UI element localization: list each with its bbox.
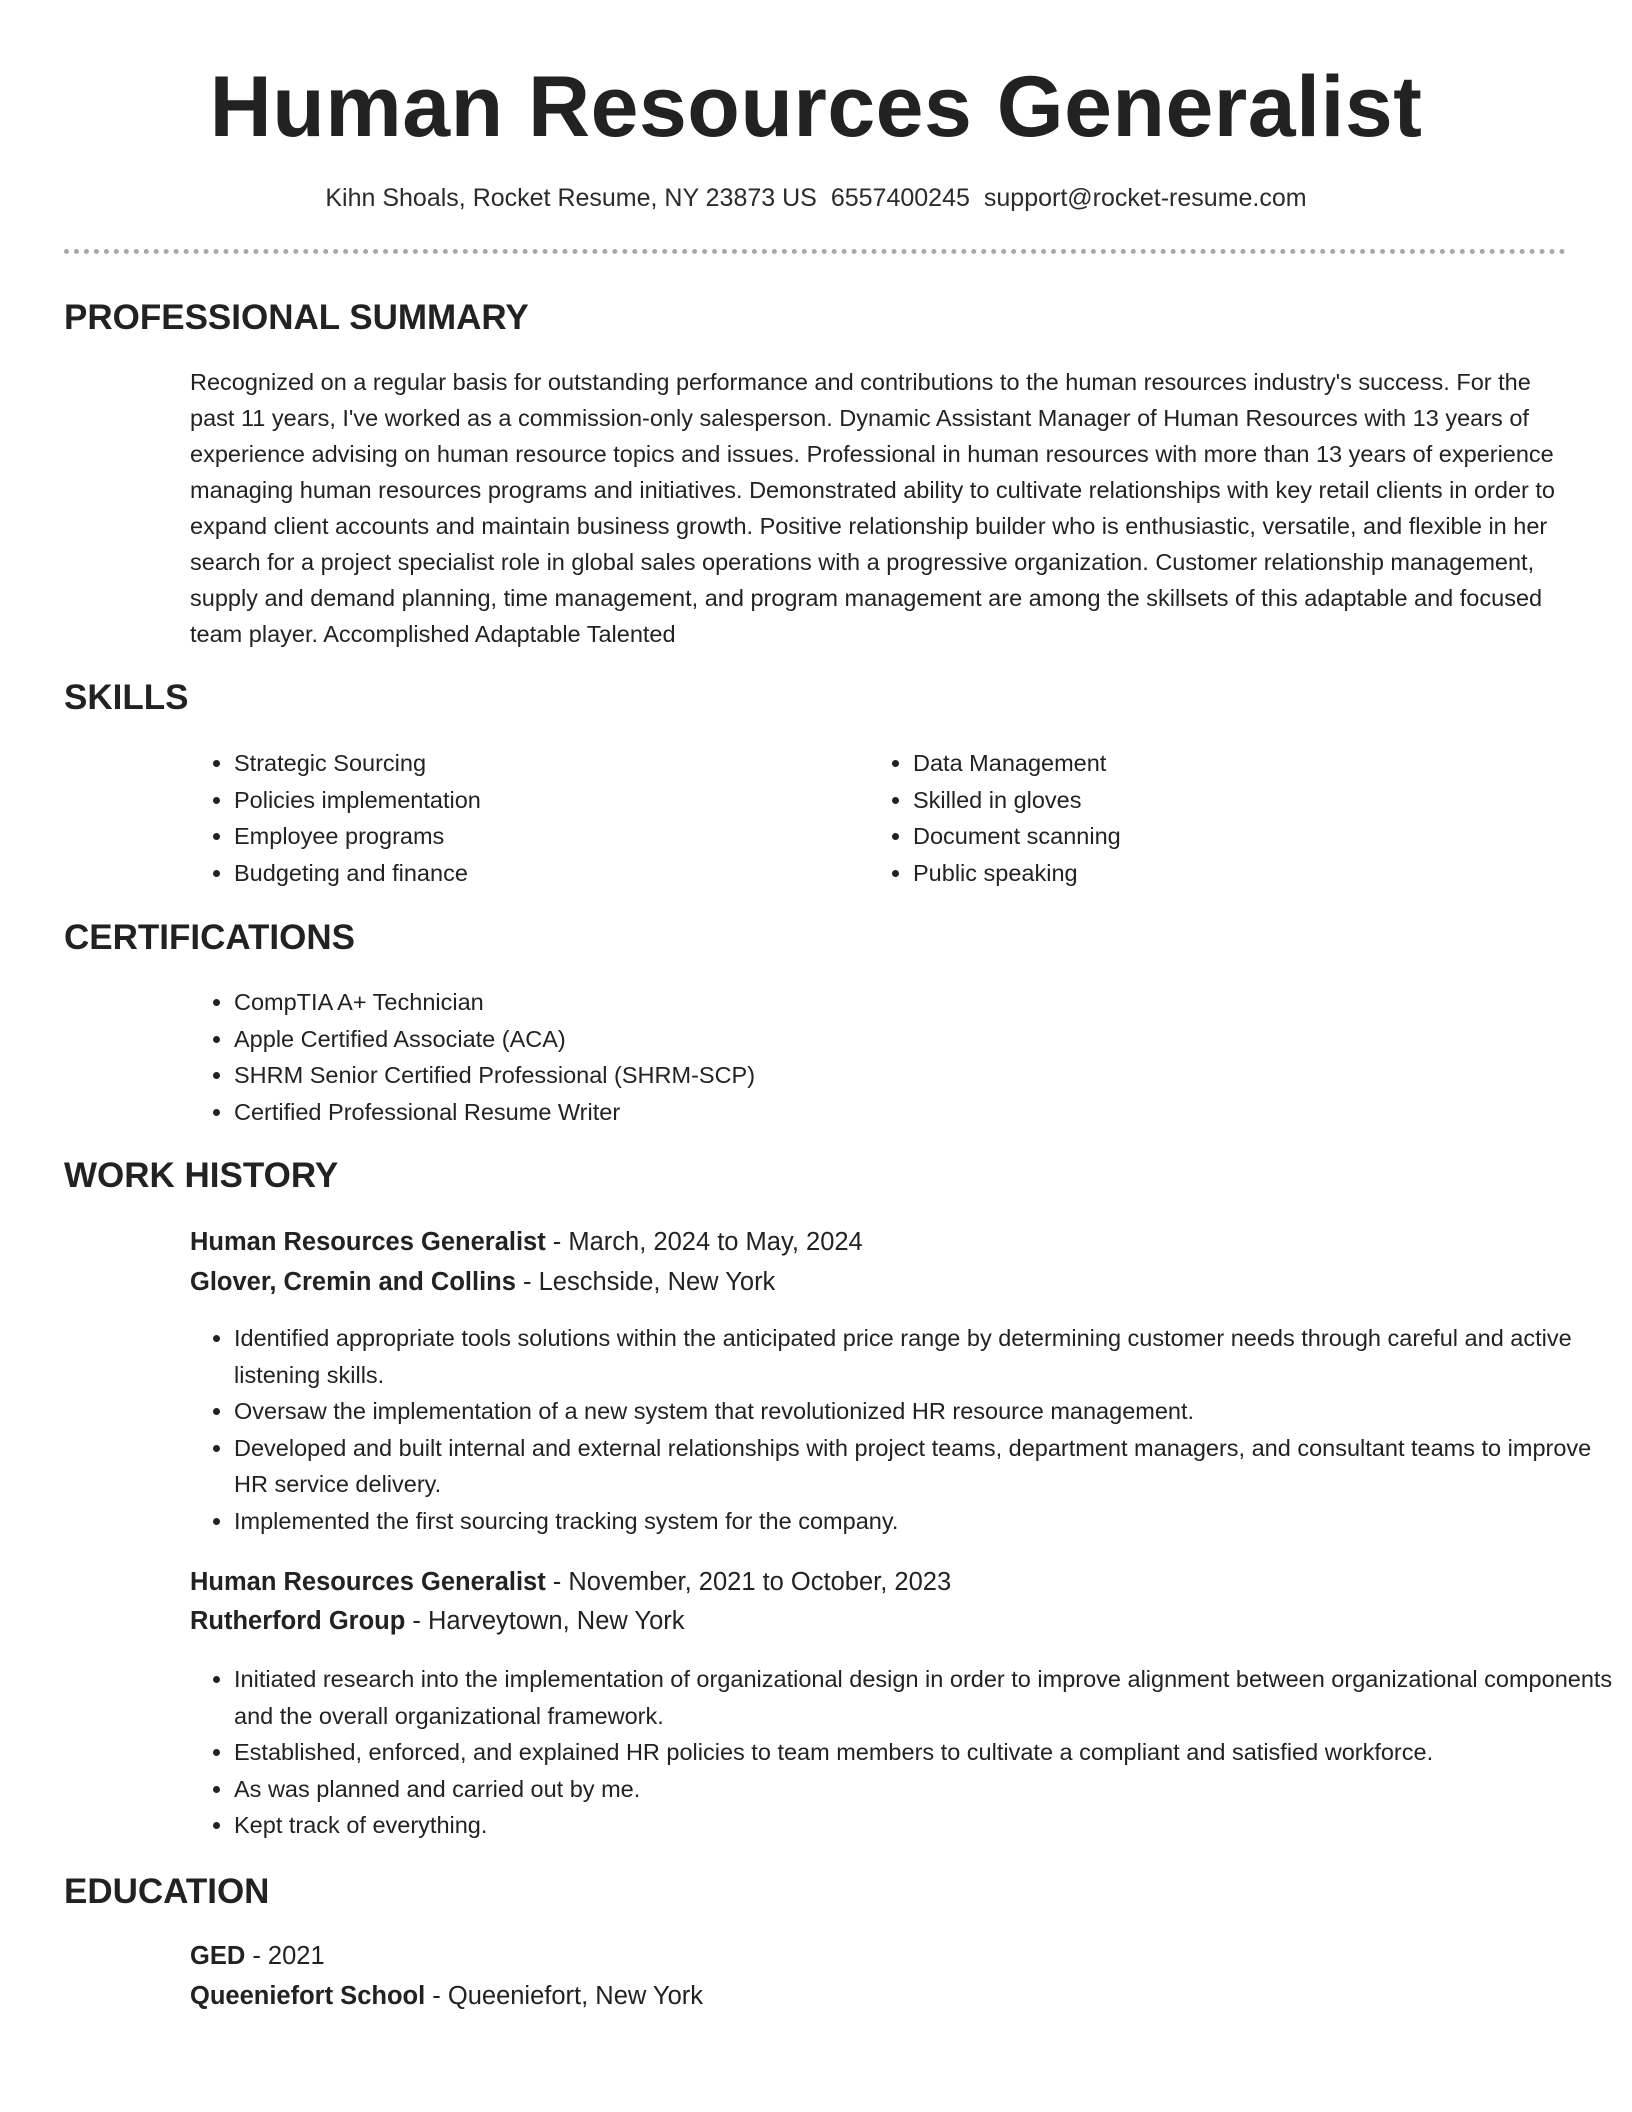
contact-line [0,180,1632,216]
certification-item: • Certified Professional Resume Writer [234,1094,1574,1131]
certifications-heading: CERTIFICATIONS [64,918,356,957]
job-bullet: • Implemented the first sourcing tracking system for the company. [234,1503,1614,1540]
education-degree: GED [190,1942,246,1970]
job-company: Glover, Cremin and Collins [190,1268,516,1296]
skills-list-right [869,745,1533,891]
skill-item: • Strategic Sourcing [234,745,854,782]
education-school-line [190,1978,703,2014]
job-title-line [190,1224,863,1260]
job-title-line [190,1564,951,1600]
job-bullet: • Kept track of everything. [234,1807,1614,1844]
certification-item: • CompTIA A+ Technician [234,984,1574,1021]
certification-item: • SHRM Senior Certified Professional (SHRM-SCP) [234,1057,1574,1094]
education-year: - 2021 [245,1942,325,1970]
job-bullet: • Identified appropriate tools solutions within the anticipated price range by determining customer needs through careful and active listening skills. [234,1320,1614,1393]
contact-email: support@rocket-resume.com [983,184,1307,212]
job-company-line [190,1603,685,1639]
certification-item: • Apple Certified Associate (ACA) [234,1021,1574,1058]
skill-item: • Data Management [913,745,1533,782]
job-bullet: • Established, enforced, and explained HR policies to team members to cultivate a compliant and satisfied workforce. [234,1734,1614,1771]
contact-phone: 6557400245 [830,184,970,212]
skill-item: • Policies implementation [234,782,854,819]
job-company-line [190,1264,775,1300]
skill-item: • Skilled in gloves [913,782,1533,819]
job-bullet: • Developed and built internal and external relationships with project teams, department managers, and consultant teams to improve HR service delivery. [234,1430,1614,1503]
job-bullet: • Initiated research into the implementation of organizational design in order to improve alignment between organizational components and the overall organizational framework. [234,1661,1614,1734]
skill-item: • Document scanning [913,818,1533,855]
skill-item: • Public speaking [913,855,1533,892]
education-heading: EDUCATION [64,1872,270,1911]
job-bullet: • Oversaw the implementation of a new system that revolutionized HR resource management. [234,1393,1614,1430]
job-location: - Leschside, New York [515,1268,776,1296]
job-title: Human Resources Generalist [190,1568,546,1596]
candidate-name: Human Resources Generalist [209,59,1423,155]
job-bullet: • As was planned and carried out by me. [234,1771,1614,1808]
job-dates: - March, 2024 to May, 2024 [545,1228,863,1256]
job-title: Human Resources Generalist [190,1228,546,1256]
skill-item: • Budgeting and finance [234,855,854,892]
skills-list-left [190,745,854,891]
job-bullets [190,1661,1614,1844]
skill-item: • Employee programs [234,818,854,855]
skills-heading: SKILLS [64,678,189,717]
job-company: Rutherford Group [190,1607,406,1635]
education-location: - Queeniefort, New York [425,1982,704,2010]
certifications-list [190,984,1574,1130]
contact-address: Kihn Shoals, Rocket Resume, NY 23873 US [325,184,817,212]
education-school: Queeniefort School [190,1982,426,2010]
job-location: - Harveytown, New York [405,1607,685,1635]
header-divider [64,249,1566,254]
summary-text: Recognized on a regular basis for outstanding performance and contributions to the human resources industry's success. For the past 11 years, I've worked as a commission-only salesperson. Dynamic Assistant Manager of Human Resources with 13 years of experience advising on human resource topics and issues. Professional in human resources with more than 13 years of experience managing human resources programs and initiatives. Demonstrated ability to cultivate relationships with key retail clients in order to expand client accounts and maintain business growth. Positive relationship builder who is enthusiastic, versatile, and flexible in her search for a project specialist role in global sales operations with a progressive organization. Customer relationship management, supply and demand planning, time management, and program management are among the skillsets of this adaptable and focused team player. Accomplished Adaptable Talented [190,369,1555,647]
education-degree-line [190,1938,325,1974]
summary-heading: PROFESSIONAL SUMMARY [64,298,529,337]
work-history-heading: WORK HISTORY [64,1156,339,1195]
job-dates: - November, 2021 to October, 2023 [545,1568,952,1596]
job-bullets [190,1320,1614,1539]
